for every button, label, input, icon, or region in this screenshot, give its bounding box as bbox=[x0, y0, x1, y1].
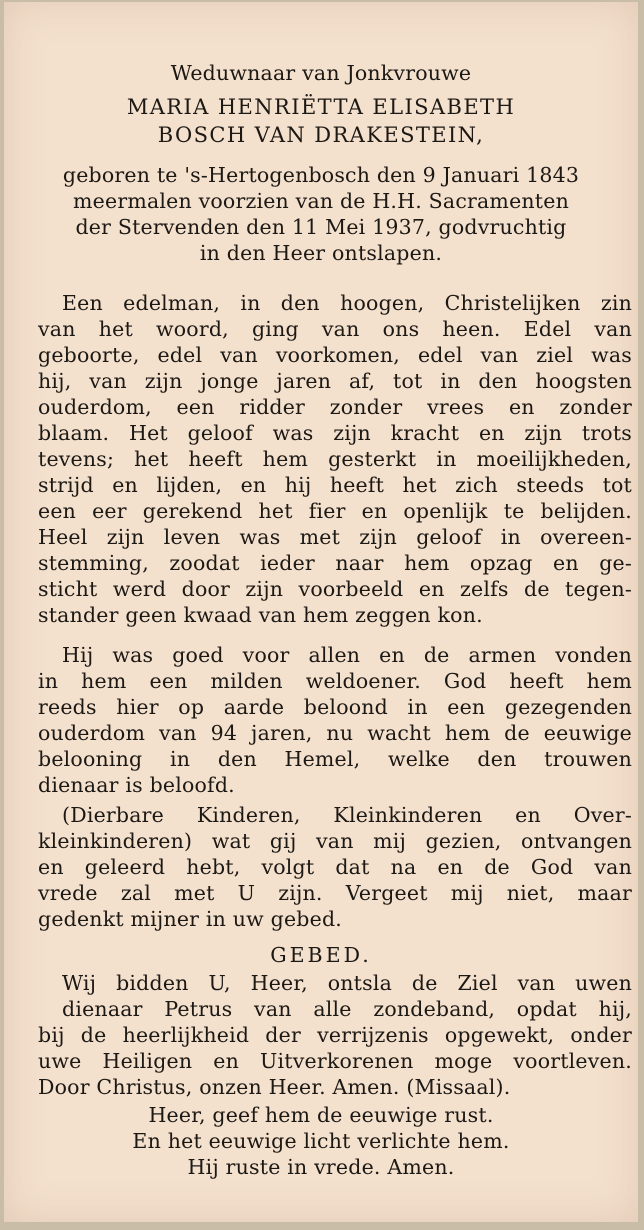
sacrament-line: meermalen voorzien van de H.H. Sacramenten bbox=[73, 189, 569, 213]
prayer-title: GEBED. bbox=[270, 943, 372, 967]
paragraph-1-line: hij, van zijn jonge jaren af, tot in den hoogsten bbox=[38, 369, 632, 393]
spouse-name-line-1: MARIA HENRIËTTA ELISABETH bbox=[126, 95, 516, 119]
paragraph-1-line: sticht werd door zijn voorbeeld en zelfs de tegen- bbox=[38, 577, 632, 601]
paragraph-2-line: belooning in den Hemel, welke den trouwen bbox=[38, 747, 632, 771]
paragraph-3-line: kleinkinderen) wat gij van mij gezien, ontvangen bbox=[38, 829, 632, 853]
paragraph-1-line: stander geen kwaad van hem zeggen kon. bbox=[38, 603, 483, 627]
paragraph-1-line: stemming, zoodat ieder naar hem opzag en ge- bbox=[38, 551, 632, 575]
paragraph-2-line: Hij was goed voor allen en de armen vonden bbox=[62, 643, 632, 667]
paragraph-3-line: en geleerd hebt, volgt dat na en de God van bbox=[38, 855, 632, 879]
paragraph-1-line: Een edelman, in den hoogen, Christelijken zin bbox=[62, 291, 632, 315]
spouse-name-line-2: BOSCH VAN DRAKESTEIN, bbox=[157, 123, 485, 147]
paragraph-2-line: in hem een milden weldoener. God heeft hem bbox=[38, 669, 632, 693]
prayer-line: dienaar Petrus van alle zondeband, opdat hij, bbox=[62, 997, 632, 1021]
memorial-card bbox=[4, 2, 638, 1222]
prayer-line: bij de heerlijkheid der verrijzenis opgewekt, onder bbox=[38, 1023, 632, 1047]
prayer-line: Door Christus, onzen Heer. Amen. (Missaal). bbox=[38, 1075, 511, 1099]
passed-line: in den Heer ontslapen. bbox=[199, 241, 443, 265]
paragraph-1-line: ouderdom, een ridder zonder vrees en zonder bbox=[38, 395, 632, 419]
paragraph-1-line: van het woord, ging van ons heen. Edel van bbox=[38, 317, 632, 341]
paragraph-3-line: vrede zal met U zijn. Vergeet mij niet, maar bbox=[38, 881, 632, 905]
paragraph-3-line: (Dierbare Kinderen, Kleinkinderen en Over- bbox=[62, 803, 632, 827]
closing-line: Hij ruste in vrede. Amen. bbox=[187, 1155, 455, 1179]
paragraph-1-line: tevens; het heeft hem gesterkt in moeilijkheden, bbox=[38, 447, 632, 471]
paragraph-2-line: dienaar is beloofd. bbox=[38, 773, 235, 797]
paragraph-2-line: ouderdom van 94 jaren, nu wacht hem de eeuwige bbox=[38, 721, 632, 745]
paragraph-2-line: reeds hier op aarde beloond in een gezegenden bbox=[38, 695, 632, 719]
birth-line: geboren te 's-Hertogenbosch den 9 Januari 1843 bbox=[62, 163, 580, 187]
prayer-line: Wij bidden U, Heer, ontsla de Ziel van uwen bbox=[62, 971, 632, 995]
paragraph-1-line: blaam. Het geloof was zijn kracht en zijn trots bbox=[38, 421, 632, 445]
death-line: der Stervenden den 11 Mei 1937, godvruchtig bbox=[75, 215, 567, 239]
prayer-line: uwe Heiligen en Uitverkorenen moge voortleven. bbox=[38, 1049, 632, 1073]
paragraph-1-line: een eer gerekend het fier en openlijk te belijden. bbox=[38, 499, 632, 523]
closing-line: Heer, geef hem de eeuwige rust. bbox=[148, 1103, 494, 1127]
paragraph-1-line: strijd en lijden, en hij heeft het zich steeds tot bbox=[38, 473, 632, 497]
paragraph-1-line: Heel zijn leven was met zijn geloof in overeen- bbox=[38, 525, 632, 549]
widower-line: Weduwnaar van Jonkvrouwe bbox=[170, 61, 472, 85]
closing-line: En het eeuwige licht verlichte hem. bbox=[132, 1129, 510, 1153]
paragraph-3-line: gedenkt mijner in uw gebed. bbox=[38, 907, 342, 931]
paragraph-1-line: geboorte, edel van voorkomen, edel van ziel was bbox=[38, 343, 632, 367]
